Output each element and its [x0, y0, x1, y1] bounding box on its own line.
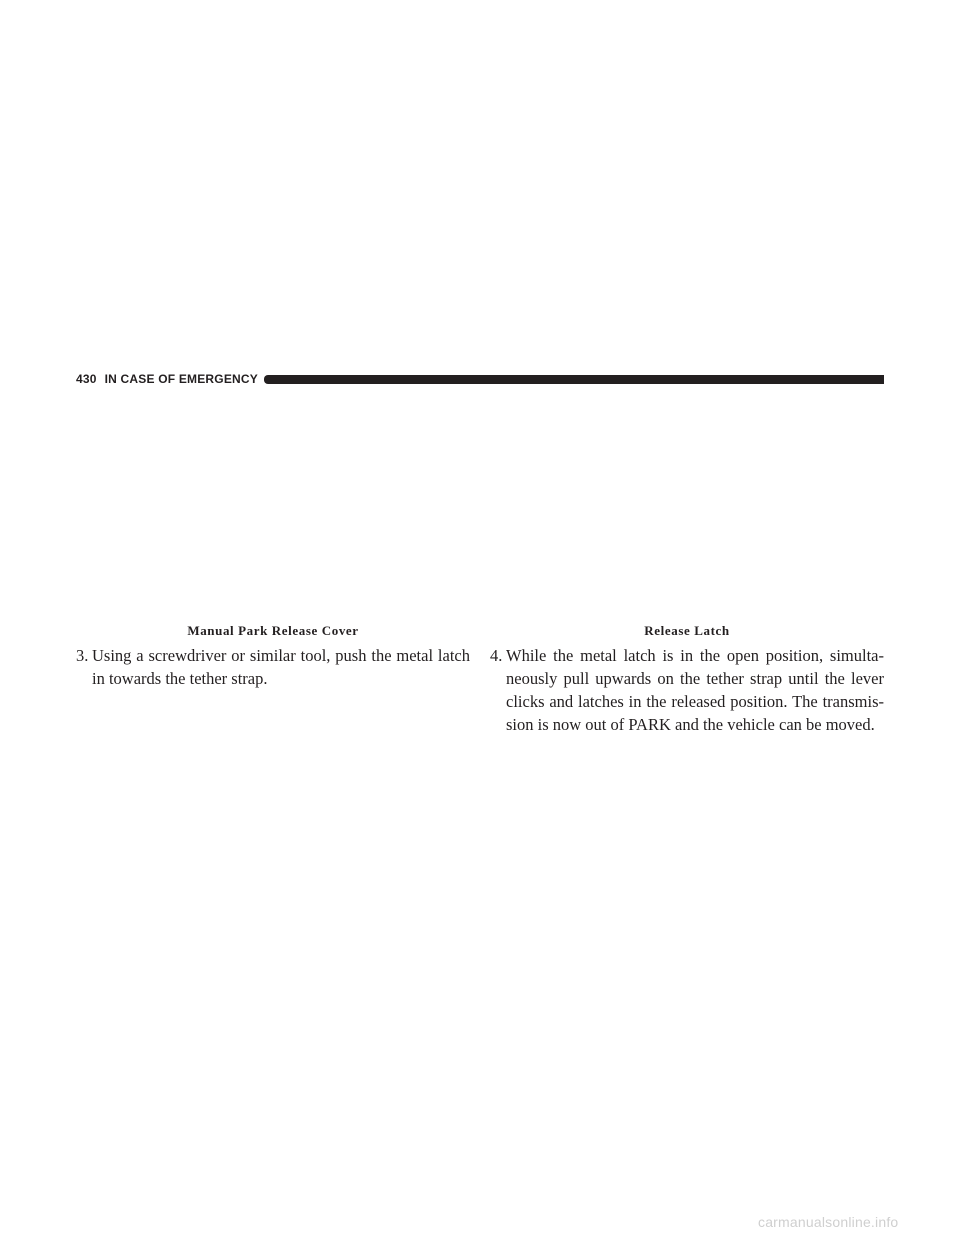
right-column — [490, 622, 884, 736]
step-3 — [76, 644, 470, 690]
step-text: While the metal latch is in the open position, simulta-neously pull upwards on the tether strap until the lever clicks and latches in the released position. The transmis-sion is now out of PARK and the vehicle can be moved. — [506, 646, 884, 734]
figure-caption-release-latch: Release Latch — [644, 623, 730, 638]
step-number: 3. — [76, 646, 89, 665]
header-rule — [264, 375, 884, 384]
watermark: carmanualsonline.info — [758, 1214, 899, 1230]
section-title: IN CASE OF EMERGENCY — [104, 372, 258, 386]
page-header — [76, 371, 884, 387]
step-text: Using a screwdriver or similar tool, push the metal latch in towards the tether strap. — [92, 646, 470, 688]
step-number: 4. — [490, 646, 503, 665]
page-number: 430 — [76, 372, 97, 386]
left-column — [76, 622, 470, 690]
step-4 — [490, 644, 884, 736]
figure-caption-manual-park-release-cover: Manual Park Release Cover — [187, 623, 359, 638]
